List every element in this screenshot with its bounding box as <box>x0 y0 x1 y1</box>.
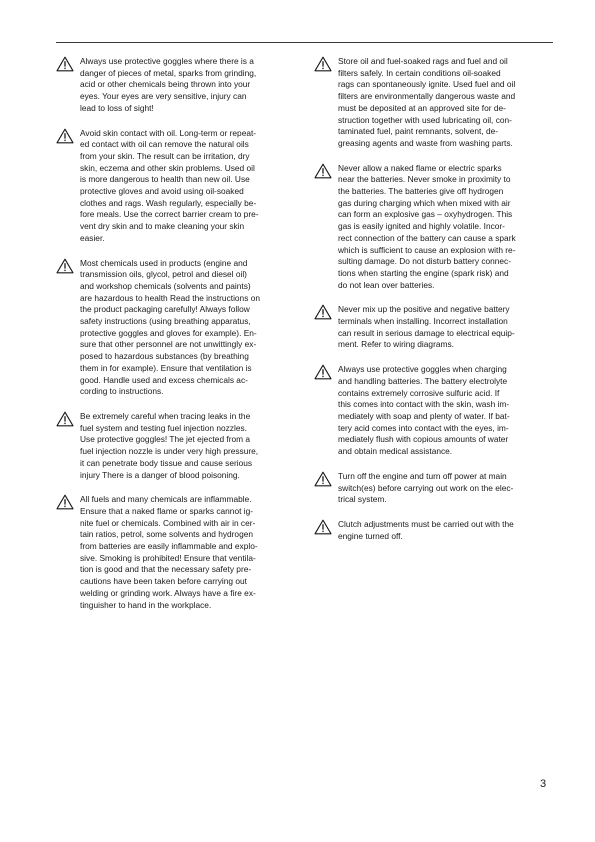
warning-text: Clutch adjustments must be carried out with the engine turned off. <box>338 518 514 541</box>
right-column <box>314 56 556 555</box>
warning-triangle-icon <box>314 364 332 380</box>
warning-item <box>56 56 298 115</box>
warning-item <box>56 494 298 611</box>
warning-triangle-icon <box>314 519 332 535</box>
page-number: 3 <box>540 778 547 790</box>
warning-text: Be extremely careful when tracing leaks in the fuel system and testing fuel injection nozzles. Use protective goggles! The jet ejected from a fuel injection nozzle is under very high pressure, it can penetrate body tissue and cause serious injury There is a danger of blood poisoning. <box>80 410 259 480</box>
warning-text: Turn off the engine and turn off power at main switch(es) before carrying out work on the elec- trical system. <box>338 470 514 505</box>
warning-text: All fuels and many chemicals are inflammable. Ensure that a naked flame or sparks cannot ig- nite fuel or chemicals. Combined with air in cer- tain ratios, petrol, some solvents and hydrogen from batteries are easily inflammable and explo- sive. Smoking is prohibited! Ensure that ventila- tion is good and that the necessary safety pre- cautions have been taken before carrying out welding or grinding work. Always have a fire ex- tinguisher to hand in the workplace. <box>80 494 258 610</box>
warning-text: Always use protective goggles when charging and handling batteries. The battery electrolyte contains extremely corrosive sulfuric acid. If this comes into contact with the skin, wash im- mediately with soap and plenty of water. If bat- tery acid comes into contact with the eyes, im- mediately flush with copious amounts of water and obtain medical assistance. <box>338 364 510 457</box>
warning-triangle-icon <box>314 163 332 179</box>
warning-item <box>314 56 556 150</box>
warning-triangle-icon <box>56 128 74 144</box>
warning-item <box>314 304 556 351</box>
top-rule <box>56 42 553 43</box>
warning-item <box>56 411 298 481</box>
warning-triangle-icon <box>314 56 332 72</box>
warning-item <box>56 128 298 245</box>
warning-triangle-icon <box>314 304 332 320</box>
warning-text: Never allow a naked flame or electric sparks near the batteries. Never smoke in proximity to the batteries. The batteries give off hydrogen gas during charging which when mixed with air can form an explosive gas – oxyhydrogen. This gas is easily ignited and highly volatile. Incor- rect connection of the battery can cause a spark which is sufficient to cause an explosion with re- sulting damage. Do not disturb battery connec- tions when starting the engine (spark risk) and do not lean over batteries. <box>338 162 516 290</box>
warning-triangle-icon <box>56 56 74 72</box>
warning-item <box>314 163 556 292</box>
warning-text: Never mix up the positive and negative battery terminals when installing. Incorrect installation can result in serious damage to electrical equip- ment. Refer to wiring diagrams. <box>338 304 515 350</box>
warning-text: Most chemicals used in products (engine and transmission oils, glycol, petrol and diesel oil) and workshop chemicals (solvents and paints) are hazardous to health Read the instructions on the product packaging carefully! Always follow safety instructions (using breathing apparatus, protective goggles and gloves for example). En- sure that other personnel are not unwittingly ex- posed to hazardous substances (by breathing them in for example). Ensure that ventilation is good. Handle used and excess chemicals ac- cording to instructions. <box>80 257 260 397</box>
warning-item <box>314 519 556 542</box>
warning-item <box>314 364 556 458</box>
warning-triangle-icon <box>314 471 332 487</box>
warning-triangle-icon <box>56 494 74 510</box>
warning-text: Store oil and fuel-soaked rags and fuel and oil filters safely. In certain conditions oil-soaked rags can spontaneously ignite. Used fuel and oil filters are environmentally dangerous waste and must be deposited at an approved site for de- struction together with used lubricating oil, con- taminated fuel, paint remnants, solvent, de- greasing agents and waste from washing parts. <box>338 56 516 148</box>
warning-text: Always use protective goggles where there is a danger of pieces of metal, sparks from grinding, acid or other chemicals being thrown into your eyes. Your eyes are very sensitive, injury can lead to loss of sight! <box>80 56 257 113</box>
warning-triangle-icon <box>56 258 74 274</box>
warning-text: Avoid skin contact with oil. Long-term or repeat- ed contact with oil can remove the natural oils from your skin. The result can be irritation, dry skin, eczema and other skin problems. Used oil is more dangerous to health than new oil. Use protective gloves and avoid using oil-soaked clothes and rags. Wash regularly, especially be- fore meals. Use the correct barrier cream to pre- vent dry skin and to make cleaning your skin easier. <box>80 127 259 243</box>
warning-item <box>314 471 556 506</box>
warning-triangle-icon <box>56 411 74 427</box>
left-column <box>56 56 298 624</box>
warning-item <box>56 258 298 398</box>
